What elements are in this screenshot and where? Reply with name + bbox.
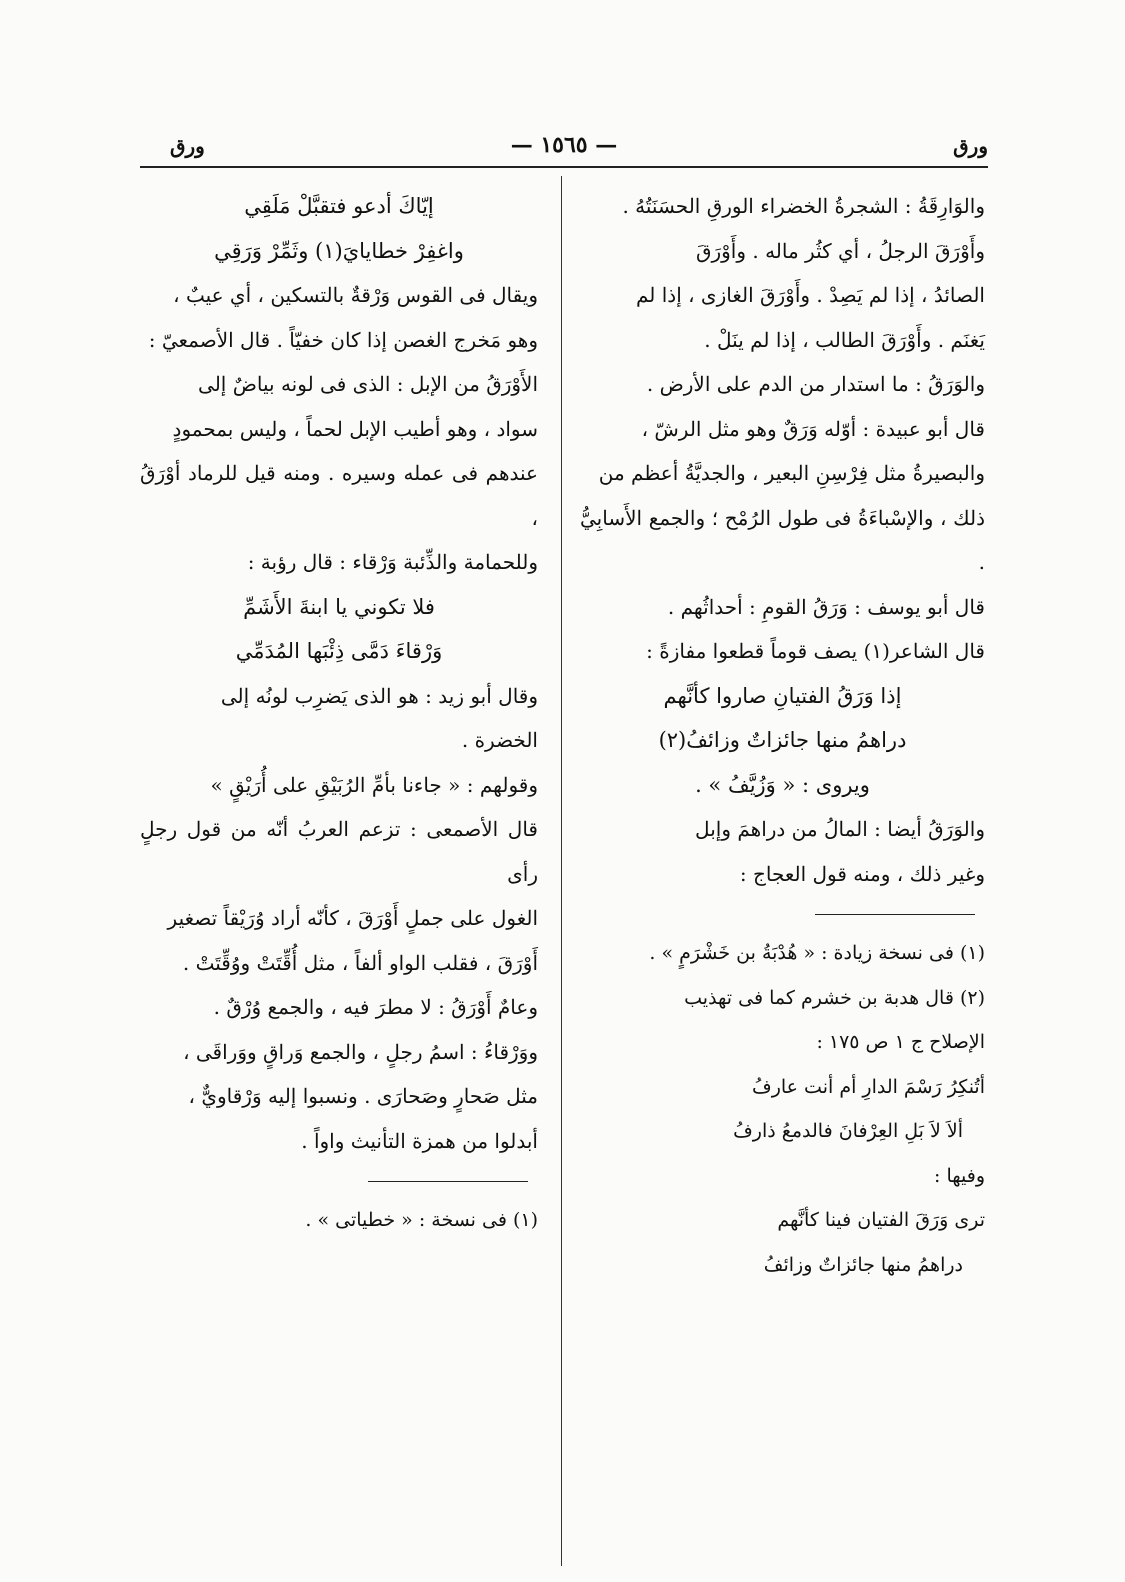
footnote: (١) فى نسخة زيادة : « هُدْبَةُ بن خَشْرَمٍ » . <box>649 942 985 964</box>
text-line: ويقال فى القوس وَرْقةٌ بالتسكين ، أي عيبٌ ، <box>173 283 538 307</box>
text-line: وهو مَخرج الغصن إذا كان خفيّاً . قال الأصمعيّ : <box>148 327 538 352</box>
footnote-rule <box>815 914 975 915</box>
page-header <box>140 128 988 168</box>
verse-line: دراهمُ منها جائزاتٌ وزائفُ(٢) <box>658 728 907 752</box>
text-line: ذلك ، والإسْباءَةُ فى طول الرُمْح ؛ والجمع الأَسابِيُّ . <box>580 505 985 574</box>
text-line: وغير ذلك ، ومنه قول العجاج : <box>739 861 985 886</box>
footnote: (٢) قال هدبة بن خشرم كما فى تهذيب <box>684 986 985 1009</box>
page-number: — ١٥٦٥ — <box>510 132 618 158</box>
footnote: الإصلاح ج ١ ص ١٧٥ : <box>816 1031 985 1053</box>
column-divider <box>561 176 562 1566</box>
verse-line: إذا وَرَقُ الفتيانِ صاروا كأنَّهم <box>663 683 902 708</box>
verse-line: إيّاكَ أدعو فتقبَّلْ مَلَقِي <box>244 194 434 218</box>
right-column <box>580 184 985 1287</box>
text-line: سواد ، وهو أطيب الإبل لحماً ، وليس بمحمودٍ <box>172 416 538 441</box>
text-line: أَوْرَقَ ، فقلب الواو ألفاً ، مثل أُقِّتَتْ ووُقِّتَتْ . <box>182 950 538 975</box>
text-line: وقولهم : « جاءنا بأمِّ الرُبَيْقِ على أُرَيْقٍ » <box>210 772 538 797</box>
running-headword-left: ورق <box>170 134 205 158</box>
verse-line: فلا تكوني يا ابنةَ الأَشَمِّ <box>243 594 435 619</box>
text-line: الصائدُ ، إذا لم يَصِدْ . وأَوْرَقَ الغازى ، إذا لم <box>635 283 985 307</box>
text-line: وللحمامة والذِّئبة وَرْقاء : قال رؤبة : <box>247 550 538 574</box>
text-line: أبدلوا من همزة التأنيث واواً . <box>301 1128 538 1153</box>
footnote-verse: دراهمُ منها جائزاتٌ وزائفُ <box>763 1253 963 1276</box>
text-line: ووَرْقاءُ : اسمُ رجلٍ ، والجمع وَراقٍ ووَراقَى ، <box>183 1039 538 1064</box>
text-line: يَغنَم . وأَوْرَقَ الطالب ، إذا لم ينَلْ . <box>704 327 985 352</box>
text-line: قال الأصمعى : تزعم العربُ أنّه من قول رجلٍ رأى <box>140 817 538 886</box>
text-line: وأَوْرَقَ الرجلُ ، أي كثُر ماله . وأَوْرَقَ <box>695 238 985 263</box>
text-line: قال أبو يوسف : وَرَقُ القومِ : أحداثُهم . <box>667 594 985 619</box>
text-line: عندهم فى عمله وسيره . ومنه قيل للرماد أوْرَقُ ، <box>140 461 538 530</box>
footnote: وفيها : <box>934 1164 985 1187</box>
text-line: والوَرَقُ : ما استدار من الدم على الأرض . <box>646 372 985 396</box>
text-line: والوَرَقُ أيضا : المالُ من دراهمَ وإبل <box>695 817 985 841</box>
text-line: الأَوْرَقُ من الإبل : الذى فى لونه بياضٌ إلى <box>198 372 538 396</box>
footnote-rule <box>368 1181 528 1182</box>
left-column <box>140 184 538 1243</box>
footnote-verse: ألاَ لاَ بَلِ العِرْفانَ فالدمعُ ذارفُ <box>733 1120 963 1142</box>
footnote-verse: ترى وَرَقَ الفتيان فينا كأنَّهم <box>777 1209 985 1231</box>
text-line: والوَارِقَةُ : الشجرةُ الخضراء الورقِ الحسَنَتُهُ . <box>622 194 985 218</box>
text-line: ويروى : « وَزُيَّفُ » . <box>695 772 870 797</box>
text-line: والبصيرةُ مثل فِرْسِنِ البعير ، والجديَّةُ أعظم من <box>598 461 985 485</box>
text-line: الغول على جملٍ أَوْرَقَ ، كأنّه أراد وُرَيْقاً تصغير <box>167 906 538 930</box>
verse-line: واغفِرْ خطايايَ(١) وثَمِّرْ وَرَقِي <box>214 238 464 263</box>
running-headword-right: ورق <box>953 134 988 158</box>
text-line: قال الشاعر(١) يصف قوماً قطعوا مفازةً : <box>646 639 985 663</box>
text-line: وعامٌ أَوْرَقُ : لا مطرَ فيه ، والجمع وُرْقٌ . <box>213 995 538 1019</box>
text-line: وقال أبو زيد : هو الذى يَضرِب لونُه إلى <box>220 683 538 708</box>
footnote-verse: أتُنكِرُ رَسْمَ الدارِ أم أنت عارفُ <box>752 1075 985 1098</box>
text-line: قال أبو عبيدة : أوّله وَرَقٌ وهو مثل الرشّ ، <box>641 416 985 441</box>
text-line: الخضرة . <box>461 728 538 752</box>
footnote: (١) فى نسخة : « خطياتى » . <box>305 1209 538 1231</box>
verse-line: وَرْقاءَ دَمَّى ذِئْبَها المُدَمِّي <box>235 639 443 663</box>
text-line: مثل صَحارٍ وصَحارَى . ونسبوا إليه وَرْقاويٌّ ، <box>188 1084 538 1108</box>
header-rule <box>140 166 988 168</box>
